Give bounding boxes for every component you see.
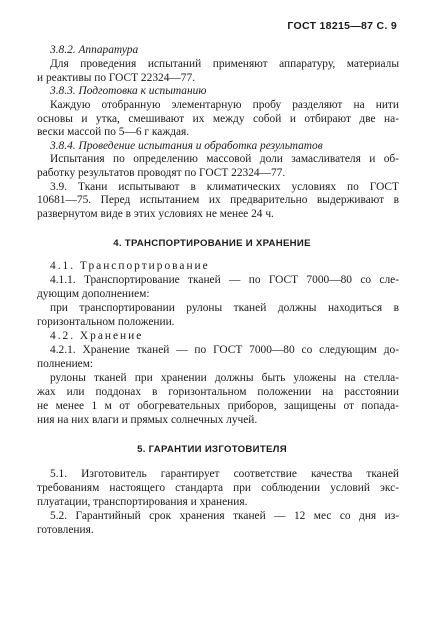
text-line: работку результатов проводят по ГОСТ 22324—77. xyxy=(37,167,286,179)
subsection-heading-transport: 4.1. Транспортирование xyxy=(50,260,210,272)
subsection-heading-testing: 3.8.4. Проведение испытания и обработка результатов xyxy=(50,140,323,152)
section-heading-4: 4. ТРАНСПОРТИРОВАНИЕ И ХРАНЕНИЕ xyxy=(113,238,311,249)
subsection-heading-preparation: 3.8.3. Подготовка к испытанию xyxy=(50,85,207,97)
text-line: дующим дополнением: xyxy=(37,288,150,300)
text-line: вески массой по 5—6 г каждая. xyxy=(37,126,190,138)
text-line: полнением: xyxy=(37,358,94,370)
text-line: 10681—75. Перед испытанием их предварительно выдерживают в xyxy=(37,194,399,206)
text-line: основы и утка, смешивают их между собой и отбирают две на- xyxy=(37,113,399,125)
text-line: 4.2.1. Хранение тканей — по ГОСТ 7000—80 со следующим до- xyxy=(50,344,399,356)
text-line: и реактивы по ГОСТ 22324—77. xyxy=(37,72,196,84)
text-line: готовления. xyxy=(37,524,94,536)
text-line: ния на них влаги и прямых солнечных лучей. xyxy=(37,414,258,426)
text-line: развернутом виде в этих условиях не менее 24 ч. xyxy=(37,208,274,220)
text-line: требованиям настоящего стандарта при соблюдении условий экс- xyxy=(37,482,399,494)
text-line: 5.2. Гарантийный срок хранения тканей — 12 мес со дня из- xyxy=(50,510,399,522)
text-line: 3.9. Ткани испытывают в климатических условиях по ГОСТ xyxy=(50,181,399,193)
text-line: горизонтальном положении. xyxy=(37,316,175,328)
subsection-heading-storage: 4.2. Хранение xyxy=(50,330,144,342)
text-line: плуатации, транспортирования и хранения. xyxy=(37,496,248,508)
text-line: при транспортировании рулоны тканей должны находиться в xyxy=(50,302,399,314)
running-header: ГОСТ 18215—87 С. 9 xyxy=(287,20,397,32)
text-line: рулоны тканей при хранении должны быть уложены на стелла- xyxy=(50,372,399,384)
text-line: 4.1.1. Транспортирование тканей — по ГОСТ 7000—80 со сле- xyxy=(50,274,399,286)
section-heading-5: 5. ГАРАНТИИ ИЗГОТОВИТЕЛЯ xyxy=(137,444,287,455)
text-line: Для проведения испытаний применяют аппаратуру, материалы xyxy=(50,58,399,70)
subsection-heading-apparatus: 3.8.2. Аппаратура xyxy=(50,44,139,56)
text-line: Каждую отобранную элементарную пробу разделяют на нити xyxy=(50,99,399,111)
text-line: жах или поддонах в горизонтальном положении на расстоянии xyxy=(37,386,399,398)
text-line: 5.1. Изготовитель гарантирует соответствие качества тканей xyxy=(50,468,399,480)
text-line: Испытания по определению массовой доли замасливателя и об- xyxy=(50,153,399,165)
text-line: не менее 1 м от обогревательных приборов, защищены от попада- xyxy=(37,400,399,412)
